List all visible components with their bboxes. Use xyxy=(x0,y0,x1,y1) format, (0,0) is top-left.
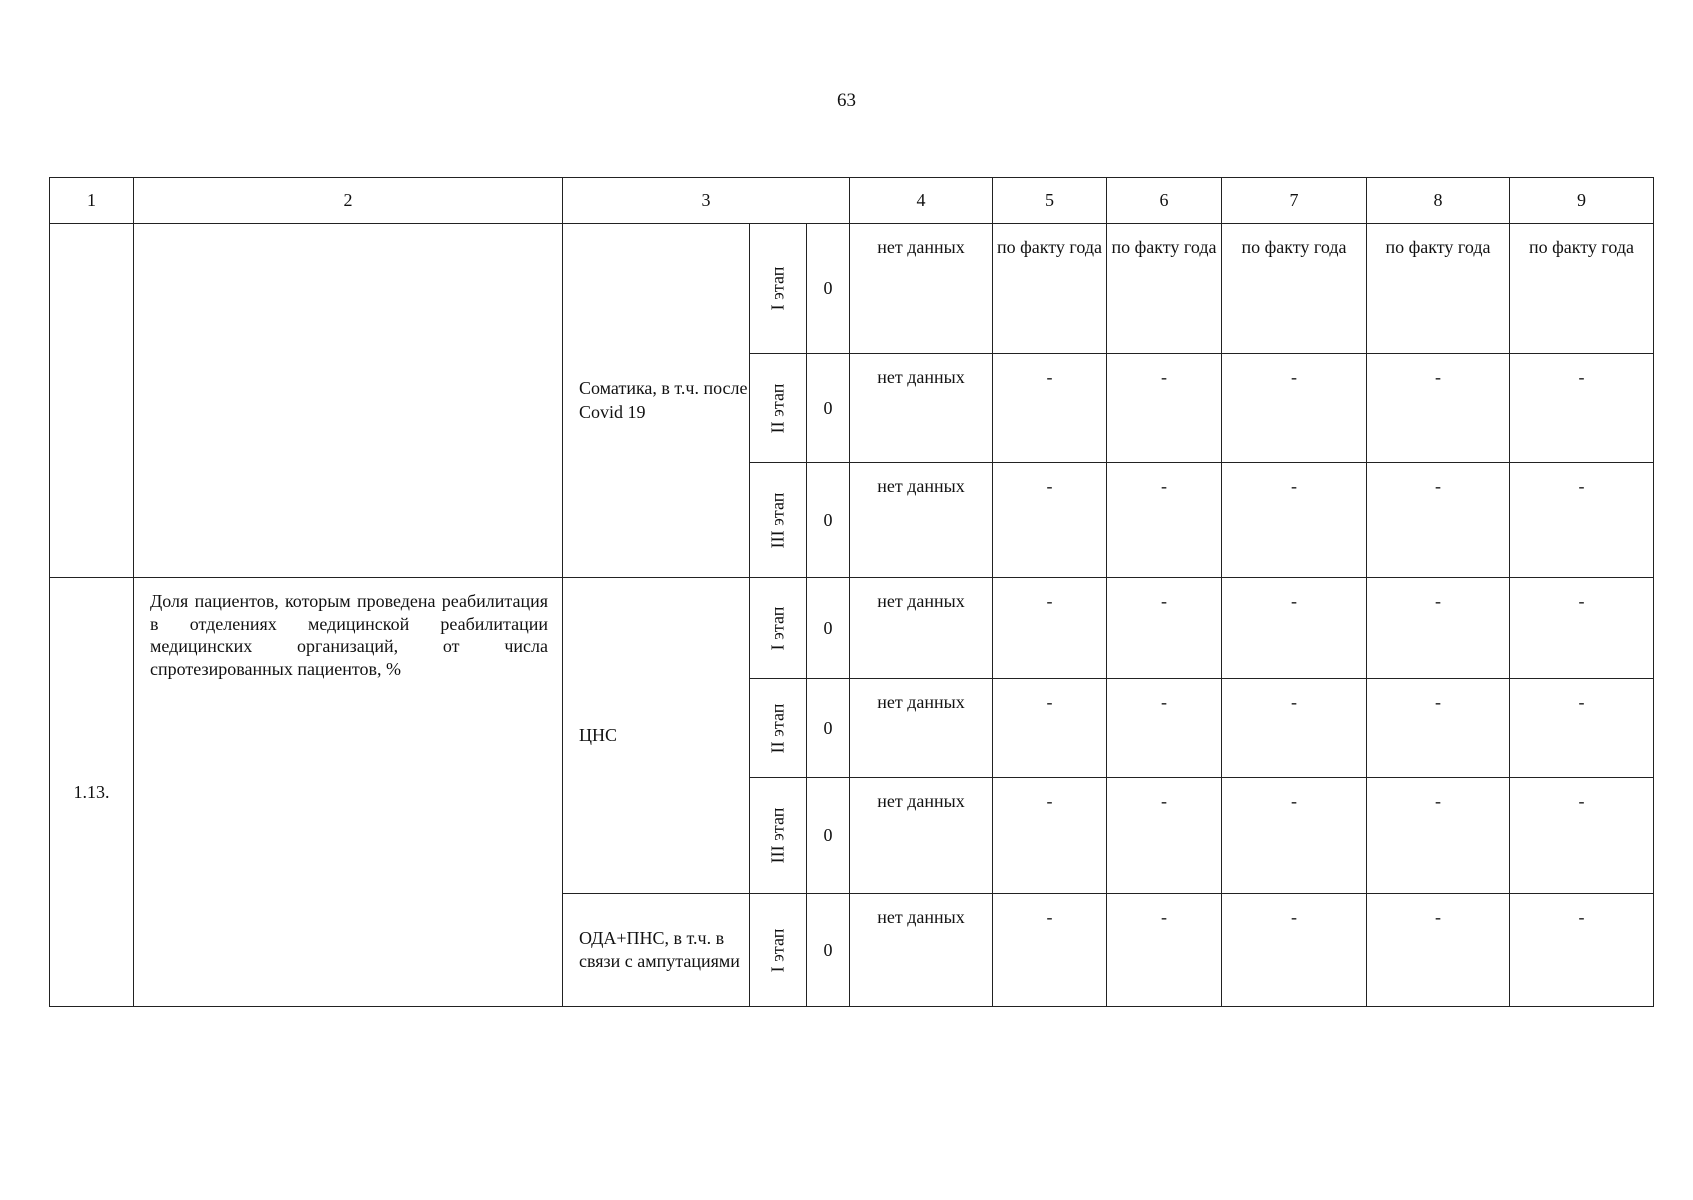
group-somatika: Соматика, в т.ч. после Covid 19 xyxy=(563,224,750,578)
cell-col-6: - xyxy=(1107,578,1222,679)
stage-cell xyxy=(750,578,807,679)
cell-col-9: - xyxy=(1510,778,1654,894)
indicator-name: Доля пациентов, которым проведена реабилитация в отделениях медицинской реабилитации медицинских организаций, от числа спротезированных пациентов, % xyxy=(134,578,563,1007)
cell-col-8: - xyxy=(1367,463,1510,578)
value-cell: 0 xyxy=(807,578,850,679)
cell-col-4: нет данных xyxy=(850,778,993,894)
cell-col-7: по факту года xyxy=(1222,224,1367,354)
cell-col-5: - xyxy=(993,894,1107,1007)
value-cell: 0 xyxy=(807,778,850,894)
cell-col-9: - xyxy=(1510,679,1654,778)
cell-col-6: - xyxy=(1107,778,1222,894)
stage-label: I этап xyxy=(767,266,788,311)
cell-col-8: - xyxy=(1367,894,1510,1007)
stage-label: III этап xyxy=(767,492,788,548)
cell-col-8: - xyxy=(1367,679,1510,778)
table-row xyxy=(50,224,1654,354)
cell-col-9: - xyxy=(1510,894,1654,1007)
cell-col-5: - xyxy=(993,778,1107,894)
stage-label: II этап xyxy=(767,383,788,433)
cell-col-9: - xyxy=(1510,354,1654,463)
page-number: 63 xyxy=(837,90,856,111)
cell-col-4: нет данных xyxy=(850,354,993,463)
cell-col-9: по факту года xyxy=(1510,224,1654,354)
cell-col-8: - xyxy=(1367,354,1510,463)
cell-col-7: - xyxy=(1222,778,1367,894)
header-col-5: 5 xyxy=(993,178,1107,224)
header-row xyxy=(50,178,1654,224)
cell-col-4: нет данных xyxy=(850,224,993,354)
stage-cell xyxy=(750,679,807,778)
cell-col-8: по факту года xyxy=(1367,224,1510,354)
stage-label: II этап xyxy=(767,703,788,753)
group-cns: ЦНС xyxy=(563,578,750,894)
cell-col-4: нет данных xyxy=(850,463,993,578)
cell-col-6: по факту года xyxy=(1107,224,1222,354)
cell-col-5: - xyxy=(993,578,1107,679)
stage-label: III этап xyxy=(767,807,788,864)
indicator-number: 1.13. xyxy=(50,578,134,1007)
cell-col-7: - xyxy=(1222,578,1367,679)
stage-cell xyxy=(750,463,807,578)
continued-number-cell xyxy=(50,224,134,578)
cell-col-9: - xyxy=(1510,578,1654,679)
stage-label: I этап xyxy=(767,928,788,972)
stage-cell xyxy=(750,894,807,1007)
cell-col-8: - xyxy=(1367,778,1510,894)
cell-col-6: - xyxy=(1107,463,1222,578)
value-cell: 0 xyxy=(807,224,850,354)
continued-name-cell xyxy=(134,224,563,578)
group-oda: ОДА+ПНС, в т.ч. в связи с ампутациями xyxy=(563,894,750,1007)
cell-col-4: нет данных xyxy=(850,679,993,778)
header-col-9: 9 xyxy=(1510,178,1654,224)
cell-col-9: - xyxy=(1510,463,1654,578)
header-col-7: 7 xyxy=(1222,178,1367,224)
value-cell: 0 xyxy=(807,463,850,578)
header-col-1: 1 xyxy=(50,178,134,224)
cell-col-4: нет данных xyxy=(850,894,993,1007)
stage-cell xyxy=(750,778,807,894)
header-col-6: 6 xyxy=(1107,178,1222,224)
cell-col-4: нет данных xyxy=(850,578,993,679)
cell-col-7: - xyxy=(1222,354,1367,463)
cell-col-6: - xyxy=(1107,894,1222,1007)
stage-cell xyxy=(750,224,807,354)
cell-col-5: - xyxy=(993,679,1107,778)
indicator-table xyxy=(49,177,1654,1007)
header-col-3: 3 xyxy=(563,178,850,224)
header-col-8: 8 xyxy=(1367,178,1510,224)
stage-cell xyxy=(750,354,807,463)
value-cell: 0 xyxy=(807,679,850,778)
cell-col-8: - xyxy=(1367,578,1510,679)
cell-col-7: - xyxy=(1222,463,1367,578)
cell-col-5: по факту года xyxy=(993,224,1107,354)
header-col-4: 4 xyxy=(850,178,993,224)
cell-col-7: - xyxy=(1222,679,1367,778)
table-row xyxy=(50,578,1654,679)
cell-col-6: - xyxy=(1107,679,1222,778)
cell-col-5: - xyxy=(993,463,1107,578)
cell-col-7: - xyxy=(1222,894,1367,1007)
cell-col-6: - xyxy=(1107,354,1222,463)
header-col-2: 2 xyxy=(134,178,563,224)
stage-label: I этап xyxy=(767,606,788,650)
value-cell: 0 xyxy=(807,354,850,463)
value-cell: 0 xyxy=(807,894,850,1007)
cell-col-5: - xyxy=(993,354,1107,463)
